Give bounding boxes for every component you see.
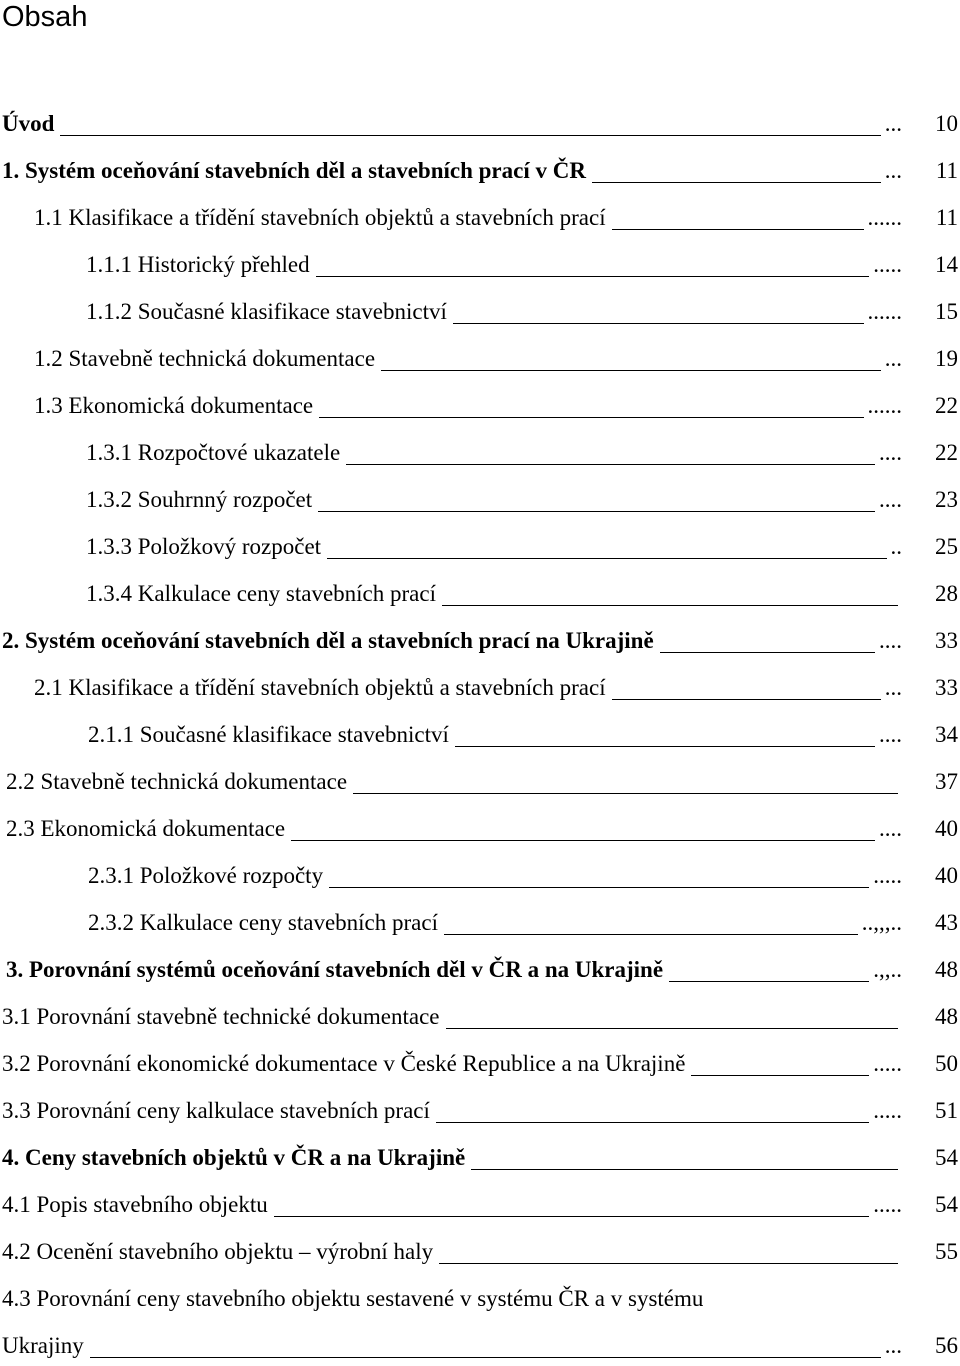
- toc-entry-page-number: 22: [935, 393, 958, 418]
- toc-entry-leader-line: [319, 417, 863, 418]
- toc-entry[interactable]: [0, 950, 960, 990]
- toc-entry-title: 2.2 Stavebně technická dokumentace: [6, 769, 348, 794]
- toc-entry-title: 1.1.2 Současné klasifikace stavebnictví: [86, 299, 447, 324]
- toc-entry[interactable]: [0, 621, 960, 661]
- toc-entry-leader-line: [444, 934, 858, 935]
- toc-entry-leader-dots: .....: [873, 1051, 902, 1076]
- toc-entry-page-number: 43: [935, 910, 958, 935]
- toc-entry-leader-dots: ..,,,..: [861, 910, 902, 935]
- toc-entry-leader-dots: ....: [879, 816, 902, 841]
- toc-entry-page-number: 54: [935, 1192, 958, 1217]
- toc-entry-leader-line: [442, 605, 898, 606]
- toc-entry[interactable]: [0, 762, 960, 802]
- toc-entry-leader-line: [660, 652, 875, 653]
- toc-entry-leader-line: [592, 182, 881, 183]
- toc-entry-title: 1.1.1 Historický přehled: [86, 252, 310, 277]
- toc-entry-leader-dots: .....: [873, 863, 902, 888]
- toc-entry-leader-dots: ....: [879, 722, 902, 747]
- toc-entry-title: 3.1 Porovnání stavebně technické dokumentace: [2, 1004, 440, 1029]
- toc-entry-leader-line: [436, 1122, 869, 1123]
- toc-entry[interactable]: [0, 997, 960, 1037]
- toc-entry-leader-line: [471, 1169, 898, 1170]
- toc-entry-leader-dots: .,,..: [873, 957, 902, 982]
- toc-entry-page-number: 33: [935, 628, 958, 653]
- toc-entry[interactable]: [0, 104, 960, 144]
- toc-entry[interactable]: [0, 1044, 960, 1084]
- toc-entry[interactable]: [0, 433, 960, 473]
- toc-entry-leader-dots: ....: [879, 487, 902, 512]
- toc-entry-leader-line: [346, 464, 875, 465]
- toc-entry[interactable]: [0, 856, 960, 896]
- toc-entry[interactable]: [0, 151, 960, 191]
- toc-entry-leader-dots: .....: [873, 252, 902, 277]
- toc-entry-page-number: 48: [935, 957, 958, 982]
- toc-entry[interactable]: [0, 715, 960, 755]
- toc-entry-leader-line: [669, 981, 869, 982]
- toc-entry-leader-line: [612, 699, 881, 700]
- toc-entry[interactable]: [0, 903, 960, 943]
- toc-entry-leader-line: [455, 746, 875, 747]
- toc-entry-page-number: 22: [935, 440, 958, 465]
- toc-entry-leader-dots: ...: [884, 158, 902, 183]
- toc-entry-page-number: 56: [935, 1333, 958, 1358]
- toc-entry[interactable]: [0, 1138, 960, 1178]
- toc-entry[interactable]: [0, 809, 960, 849]
- toc-entry[interactable]: [0, 1279, 960, 1319]
- toc-entry-title: 1.3.3 Položkový rozpočet: [86, 534, 322, 559]
- toc-entry-leader-line: [90, 1357, 881, 1358]
- toc-entry-title: 1.1 Klasifikace a třídění stavebních objektů a stavebních prací: [34, 205, 606, 230]
- toc-entry-title: 1.3.4 Kalkulace ceny stavebních prací: [86, 581, 436, 606]
- toc-entry-title: 2.3.2 Kalkulace ceny stavebních prací: [88, 910, 438, 935]
- toc-entry-page-number: 14: [935, 252, 958, 277]
- toc-entry-leader-dots: ......: [867, 393, 902, 418]
- toc-entry-leader-line: [439, 1263, 898, 1264]
- toc-entry[interactable]: [0, 292, 960, 332]
- toc-entry-title: 4.2 Ocenění stavebního objektu – výrobní haly: [2, 1239, 434, 1264]
- toc-entry-leader-dots: ......: [867, 205, 902, 230]
- toc-entry[interactable]: [0, 245, 960, 285]
- toc-entry-leader-dots: ....: [879, 628, 902, 653]
- toc-entry-title: 1.2 Stavebně technická dokumentace: [34, 346, 376, 371]
- toc-entry-leader-dots: ...: [884, 1333, 902, 1358]
- toc-entry-leader-line: [291, 840, 875, 841]
- toc-entry-page-number: 15: [935, 299, 958, 324]
- toc-entry-leader-line: [353, 793, 898, 794]
- toc-entry-page-number: 19: [935, 346, 958, 371]
- toc-entry-leader-dots: ...: [884, 675, 902, 700]
- toc-entry-title: 3. Porovnání systémů oceňování stavebních děl v ČR a na Ukrajině: [6, 957, 664, 982]
- toc-entry-leader-dots: ..: [890, 534, 902, 559]
- toc-entry-leader-dots: ...: [884, 346, 902, 371]
- toc-entry[interactable]: [0, 480, 960, 520]
- toc-entry-leader-line: [316, 276, 870, 277]
- toc-entry-leader-line: [381, 370, 881, 371]
- toc-entry-title: 2.1 Klasifikace a třídění stavebních objektů a stavebních prací: [34, 675, 606, 700]
- toc-entry[interactable]: [0, 198, 960, 238]
- toc-entry-page-number: 48: [935, 1004, 958, 1029]
- toc-entry-title: Úvod: [2, 111, 55, 136]
- toc-entry[interactable]: [0, 1091, 960, 1131]
- toc-entry[interactable]: [0, 574, 960, 614]
- toc-entry-page-number: 34: [935, 722, 958, 747]
- page-title: Obsah: [2, 1, 88, 33]
- toc-entry-page-number: 28: [935, 581, 958, 606]
- toc-entry-page-number: 51: [935, 1098, 958, 1123]
- toc-entry[interactable]: [0, 527, 960, 567]
- toc-entry-page-number: 55: [935, 1239, 958, 1264]
- toc-entry-title: 4. Ceny stavebních objektů v ČR a na Ukrajině: [2, 1145, 466, 1170]
- toc-entry[interactable]: [0, 386, 960, 426]
- toc-entry-title: 2. Systém oceňování stavebních děl a stavebních prací na Ukrajině: [2, 628, 654, 653]
- toc-entry-title: 4.3 Porovnání ceny stavebního objektu sestavené v systému ČR a v systému: [2, 1286, 704, 1311]
- toc-entry-page-number: 54: [935, 1145, 958, 1170]
- toc-entry[interactable]: [0, 1232, 960, 1272]
- toc-entry[interactable]: [0, 1326, 960, 1366]
- toc-entry[interactable]: [0, 1185, 960, 1225]
- toc-entry-leader-line: [274, 1216, 869, 1217]
- toc-entry-page-number: 37: [935, 769, 958, 794]
- toc-entry[interactable]: [0, 668, 960, 708]
- toc-entry-title: 1.3.1 Rozpočtové ukazatele: [86, 440, 341, 465]
- toc-entry-leader-line: [446, 1028, 899, 1029]
- toc-entry-title: 2.3 Ekonomická dokumentace: [6, 816, 286, 841]
- toc-entry-leader-dots: .....: [873, 1192, 902, 1217]
- toc-entry-title: 1.3 Ekonomická dokumentace: [34, 393, 314, 418]
- toc-entry-leader-dots: .....: [873, 1098, 902, 1123]
- toc-entry-title: 4.1 Popis stavebního objektu: [2, 1192, 268, 1217]
- toc-entry-leader-line: [612, 229, 864, 230]
- toc-entry-title: Ukrajiny: [2, 1333, 84, 1358]
- toc-entry-leader-line: [453, 323, 864, 324]
- toc-entry-title: 3.3 Porovnání ceny kalkulace stavebních prací: [2, 1098, 430, 1123]
- toc-entry-page-number: 10: [935, 111, 958, 136]
- toc-entry-page-number: 33: [935, 675, 958, 700]
- toc-entry-title: 2.3.1 Položkové rozpočty: [88, 863, 324, 888]
- toc-entry-leader-line: [327, 558, 886, 559]
- toc-entry-leader-dots: ......: [867, 299, 902, 324]
- toc-entry-leader-line: [318, 511, 875, 512]
- toc-entry-title: 1.3.2 Souhrnný rozpočet: [86, 487, 313, 512]
- toc-entry-page-number: 11: [935, 205, 958, 230]
- toc-entry-title: 1. Systém oceňování stavebních děl a stavebních prací v ČR: [2, 158, 586, 183]
- toc-entry-page-number: 40: [935, 816, 958, 841]
- toc-entry-leader-line: [60, 135, 880, 136]
- toc-entry-title: 2.1.1 Současné klasifikace stavebnictví: [88, 722, 449, 747]
- toc-entry-page-number: 23: [935, 487, 958, 512]
- toc-entry-leader-line: [329, 887, 869, 888]
- toc-entry[interactable]: [0, 339, 960, 379]
- toc-entry-leader-line: [691, 1075, 869, 1076]
- toc-entry-page-number: 11: [935, 158, 958, 183]
- toc-entry-page-number: 50: [935, 1051, 958, 1076]
- toc-entry-leader-dots: ...: [884, 111, 902, 136]
- toc-entry-title: 3.2 Porovnání ekonomické dokumentace v České Republice a na Ukrajině: [2, 1051, 686, 1076]
- toc-entry-page-number: 25: [935, 534, 958, 559]
- toc-entry-page-number: 40: [935, 863, 958, 888]
- toc-entry-leader-dots: ....: [879, 440, 902, 465]
